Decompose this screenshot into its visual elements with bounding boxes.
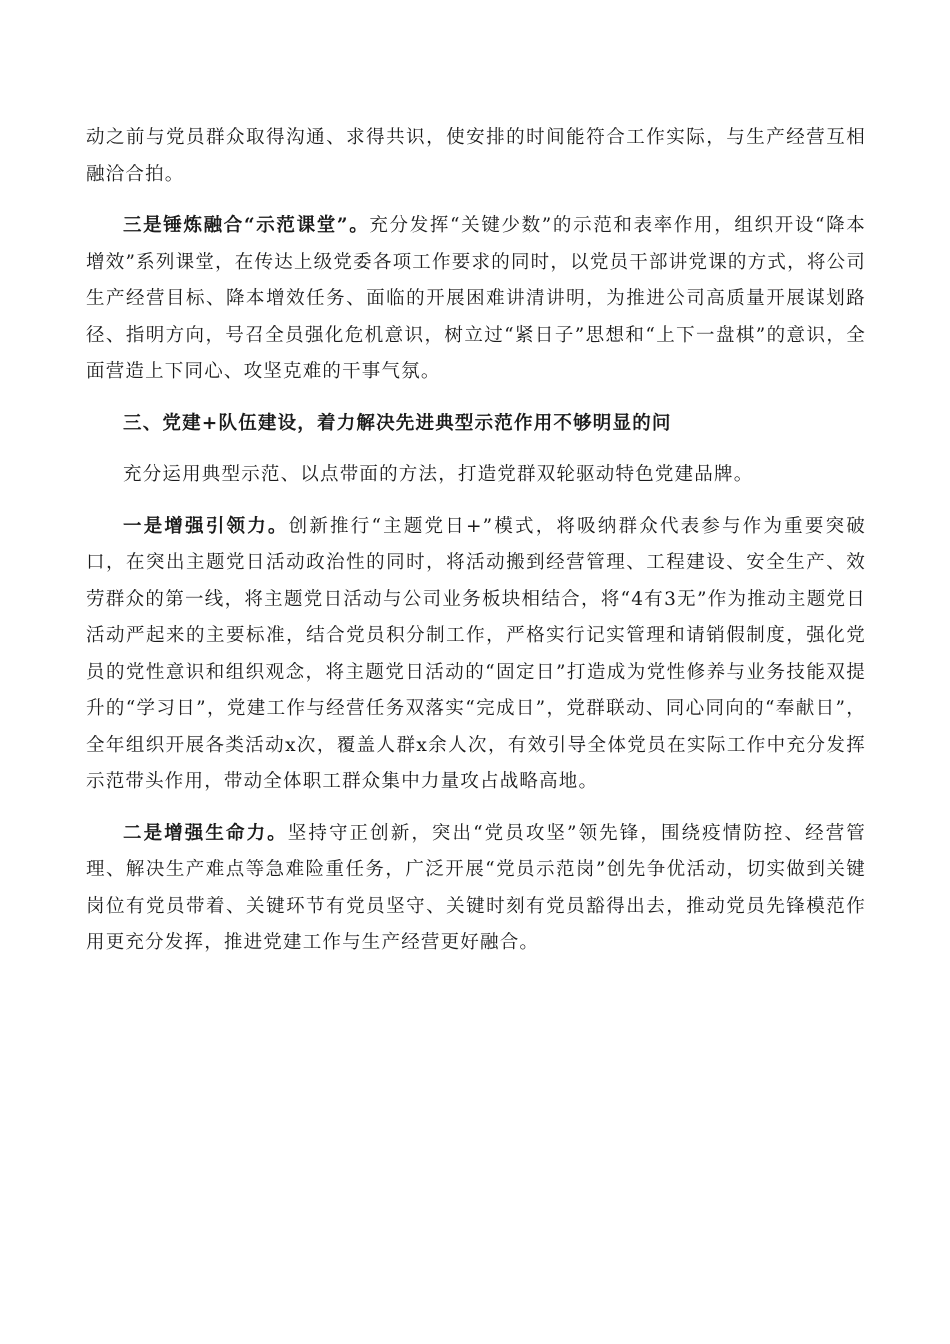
paragraph-body: 坚持守正创新，突出“党员攻坚”领先锋，围绕疫情防控、经营管理、解决生产难点等急难险重任务，广泛开展“党员示范岗”创先争优活动，切实做到关键岗位有党员带着、关键环节有党员坚守、关键时刻有党员豁得出去，推动党员先锋模范作用更充分发挥，推进党建工作与生产经营更好融合。 bbox=[86, 822, 866, 953]
paragraph-continuation: 动之前与党员群众取得沟通、求得共识，使安排的时间能符合工作实际，与生产经营互相融洽合拍。 bbox=[86, 127, 866, 185]
paragraph-leadership bbox=[86, 509, 866, 801]
paragraph-vitality bbox=[86, 816, 866, 962]
paragraph-lead-bold: 一是增强引领力。 bbox=[123, 515, 289, 537]
section-heading-team-building: 三、党建+队伍建设，着力解决先进典型示范作用不够明显的问 bbox=[123, 412, 672, 434]
paragraph-demonstration-classroom bbox=[86, 208, 866, 391]
paragraph-lead-bold: 三是锤炼融合“示范课堂”。 bbox=[123, 215, 370, 236]
paragraph-body: 充分发挥“关键少数”的示范和表率作用，组织开设“降本增效”系列课堂，在传达上级党委各项工作要求的同时，以党员干部讲党课的方式，将公司生产经营目标、降本增效任务、面临的开展困难讲清讲明，为推进公司高质量开展谋划路径、指明方向，号召全员强化危机意识，树立过“紧日子”思想和“上下一盘棋”的意识，全面营造上下同心、攻坚克难的干事气氛。 bbox=[86, 215, 866, 382]
paragraph-intro: 充分运用典型示范、以点带面的方法，打造党群双轮驱动特色党建品牌。 bbox=[123, 464, 754, 485]
paragraph-body: 创新推行“主题党日+”模式，将吸纳群众代表参与作为重要突破口，在突出主题党日活动政治性的同时，将活动搬到经营管理、工程建设、安全生产、效劳群众的第一线，将主题党日活动与公司业务板块相结合，将“4有3无”作为推动主题党日活动严起来的主要标准，结合党员积分制工作，严格实行记实管理和请销假制度，强化党员的党性意识和组织观念，将主题党日活动的“固定日”打造成为党性修养与业务技能双提升的“学习日”，党建工作与经营任务双落实“完成日”，党群联动、同心同向的“奉献日”，全年组织开展各类活动x次，覆盖人群x余人次，有效引导全体党员在实际工作中充分发挥示范带头作用，带动全体职工群众集中力量攻占战略高地。 bbox=[86, 515, 866, 792]
paragraph-lead-bold: 二是增强生命力。 bbox=[123, 822, 288, 844]
document-page bbox=[86, 120, 866, 962]
